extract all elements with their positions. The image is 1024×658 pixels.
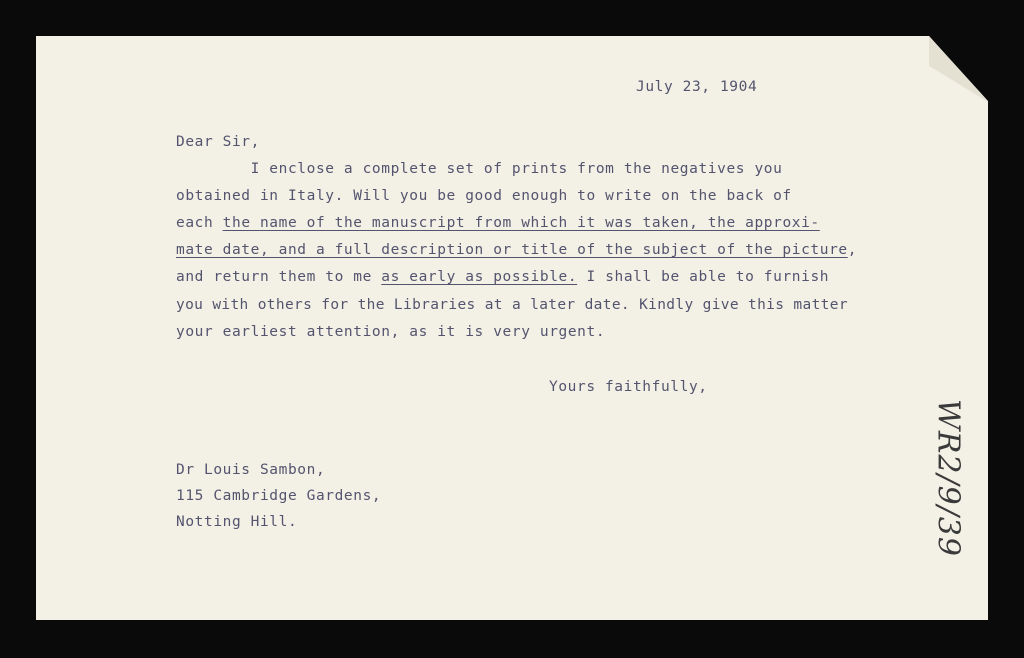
body-line-7: your earliest attention, as it is very urgent. — [176, 324, 606, 340]
salutation: Dear Sir, — [176, 134, 260, 150]
body-line-3-start: each — [176, 215, 223, 231]
addressee-street: 115 Cambridge Gardens, — [176, 488, 382, 504]
body-line-4 — [176, 241, 857, 259]
underlined-request-2: mate date, and a full description or title of the subject of the picture — [176, 242, 848, 258]
body-line-3 — [176, 214, 820, 232]
archive-reference: WR2/9/39 — [930, 399, 966, 557]
body-line-2: obtained in Italy. Will you be good enough to write on the back of — [176, 188, 792, 204]
body-line-5-end: I shall be able to furnish — [577, 269, 830, 285]
letter-date: July 23, 1904 — [636, 79, 758, 95]
body-line-4-end: , — [847, 242, 858, 258]
addressee-area: Notting Hill. — [176, 514, 298, 530]
underlined-urgency: as early as possible. — [381, 269, 578, 285]
addressee-name: Dr Louis Sambon, — [176, 462, 326, 478]
closing: Yours faithfully, — [549, 379, 708, 395]
body-line-1: I enclose a complete set of prints from the negatives you — [176, 161, 783, 177]
underlined-request-1: the name of the manuscript from which it was taken, the approxi- — [222, 215, 820, 231]
body-line-6: you with others for the Libraries at a later date. Kindly give this matter — [176, 297, 848, 313]
body-line-5 — [176, 268, 829, 286]
body-line-5-start: and return them to me — [176, 269, 382, 285]
